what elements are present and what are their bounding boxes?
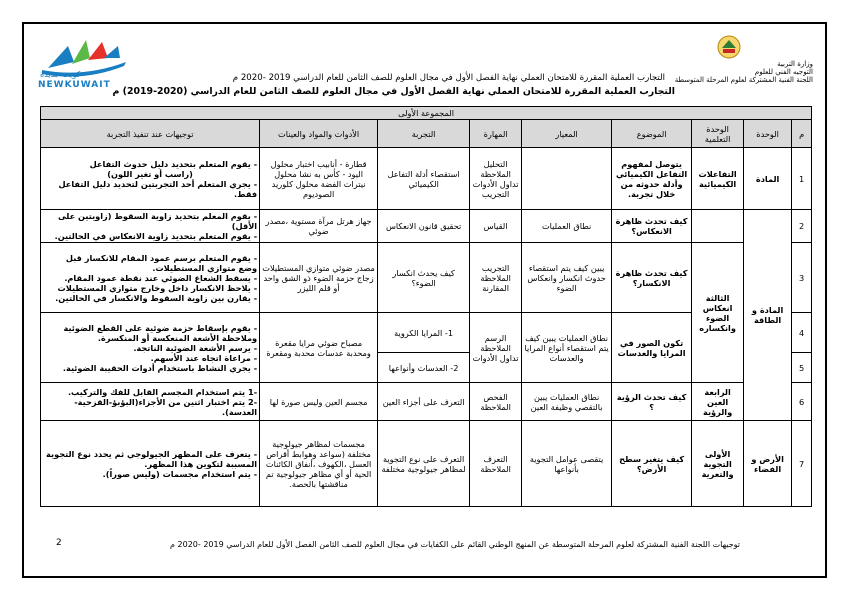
standard-cell: يبين كيف يتم استقصاء حدوث انكسار وانعكاس الضوء — [522, 243, 612, 313]
col-standard: المعيار — [522, 120, 612, 148]
guidance-line: (راسب أو تغير اللون) — [107, 168, 193, 179]
learning-unit-cell: التفاعلات الكيميائية — [692, 148, 744, 210]
ministry-block — [675, 60, 813, 84]
experiments-table — [40, 106, 812, 507]
experiment-cell: 2- العدسات وأنواعها — [378, 353, 470, 383]
col-experiment: التجربة — [378, 120, 470, 148]
guidance-line: - يقوم المتعلم برسم عمود المقام للانكسار قبل — [65, 252, 258, 263]
footer-text: توجيهات اللجنة الفنية المشتركة لعلوم المرحلة المتوسطة عن المنهج الوطني القائم على الكفايات في مجال العلوم للصف الثامن الفصل الأول للعام الدراسي 2019 -2020 م — [170, 540, 740, 549]
topic-cell: كيف يتغير سطح الأرض؟ — [612, 421, 692, 507]
skill-cell: التحليل الملاحظة تداول الأدوات التجريب — [470, 148, 522, 210]
guidance-line: وضع متوازي المستطيلات. — [152, 262, 258, 273]
guidance-line: - يلاحظ الانكسار داخل وخارج متوازي المستطيلات — [57, 282, 258, 293]
header-line-1: التجارب العملية المقررة للامتحان العملي نهاية الفصل الأول في مجال العلوم للصف الثامن للعام الدراسي 2019 -2020 م — [232, 73, 665, 83]
unit-cell: المادة و الطاقة — [744, 210, 792, 421]
group-title: المجموعة الأولى — [41, 107, 812, 120]
skill-cell: الرسم الملاحظة تداول الأدوات — [470, 313, 522, 383]
table-row — [41, 210, 812, 243]
table-row — [41, 148, 812, 210]
row-number: 4 — [792, 313, 812, 353]
ministry-emblem-icon — [714, 34, 744, 60]
table-row — [41, 383, 812, 421]
topic-cell: تكون الصور في المرايا والعدسات — [612, 313, 692, 383]
experiment-cell: استقصاء أدلة التفاعل الكيميائي — [378, 148, 470, 210]
experiment-cell: 1- المرايا الكروية — [378, 313, 470, 353]
learning-unit-cell — [692, 210, 744, 243]
row-number: 6 — [792, 383, 812, 421]
guidance-line: - يقوم المتعلم بتحديد دليل حدوث التفاعل — [89, 158, 258, 169]
tools-cell: جهاز هرتل مرآة مستوية ،مصدر ضوئي — [260, 210, 378, 243]
topic-cell: كيف تحدث ظاهرة الانكسار؟ — [612, 243, 692, 313]
ministry-committee: اللجنة الفنية المشتركة لعلوم المرحلة المتوسطة — [674, 76, 813, 84]
guidance-line: - يقوم المتعلم بتحديد زاوية الانعكاس في الحالتين. — [54, 231, 258, 241]
guidance-cell — [41, 383, 260, 421]
guidance-line: - يقوم المعلم بتحديد زاوية السقوط (زاويتين على الأقل) — [57, 211, 258, 231]
col-unit: الوحدة — [744, 120, 792, 148]
tools-cell: مجسمات لمظاهر جيولوجية مختلفة (سواعد وهوابط أقراص العسل ،الكهوف ،أنفاق الكائنات الحية أو أي مظاهر جيولوجية تم مناقشتها بالحصة. — [260, 421, 378, 507]
topic-cell: يتوصل لمفهوم التفاعل الكيميائي وأدلة حدوثه من خلال تجربة. — [612, 148, 692, 210]
learning-unit-cell: الثالثة انعكاس الضوء وانكساره — [692, 243, 744, 383]
experiment-cell: التعرف على نوع التجوية لمظاهر جيولوجية مختلفة — [378, 421, 470, 507]
topic-cell: كيف تحدث ظاهرة الانعكاس؟ — [612, 210, 692, 243]
col-topic: الموضوع — [612, 120, 692, 148]
row-number: 7 — [792, 421, 812, 507]
header-line-2: التجارب العملية المقررة للامتحان العملي نهاية الفصل الأول في مجال العلوم للصف الثامن للعام الدراسي (2020-2019) م — [112, 86, 675, 97]
learning-unit-cell: الأولى التجوية والتعرية — [692, 421, 744, 507]
page-number: 2 — [56, 538, 62, 548]
unit-cell: الأرض و الفضاء — [744, 421, 792, 507]
tools-cell: مصدر ضوئي متوازي المستطيلات زجاج حزمة الضوء ذو الشق واحد أو قلم الليزر — [260, 243, 378, 313]
col-guidance: توجيهات عند تنفيذ التجربة — [41, 120, 260, 148]
row-number: 3 — [792, 243, 812, 313]
row-number: 2 — [792, 210, 812, 243]
guidance-line: - يجري المتعلم أحد التجربتين لتحديد دليل التفاعل فقط. — [58, 178, 258, 199]
group-row — [41, 107, 812, 120]
guidance-line: - يتعرف على المظهر الجيولوجي ثم يحدد نوع التجوية — [46, 448, 258, 459]
tools-cell: مجسم العين وليس صورة لها — [260, 383, 378, 421]
guidance-line: - مراعاة اتجاه عند الأسهم. — [150, 352, 258, 363]
table-row — [41, 421, 812, 507]
guidance-line: المسببة لتكوين هذا المظهر. — [144, 458, 258, 469]
table-header-row — [41, 120, 812, 148]
guidance-line: - يتم استخدام مجسمات (وليس صوراً). — [102, 468, 258, 479]
row-number: 5 — [792, 353, 812, 383]
skill-cell: القياس — [470, 210, 522, 243]
standard-cell: يتقصى عوامل التجوية بأنواعها — [522, 421, 612, 507]
guidance-line: -2 يتم اختبار اثنين من الأجزاء(البؤبؤ-القزحية-العدسة). — [74, 396, 258, 417]
col-skill: المهارة — [470, 120, 522, 148]
ministry-department: التوجيه الفني للعلوم — [754, 68, 813, 76]
guidance-line: وملاحظة الأشعة المنعكسة أو المنكسرة. — [97, 332, 258, 343]
col-num: م — [792, 120, 812, 148]
skill-cell: الفحص الملاحظة — [470, 383, 522, 421]
table-row — [41, 243, 812, 313]
guidance-line: - يقارن بين زاوية السقوط والانكسار في الحالتين. — [55, 292, 258, 303]
guidance-cell — [41, 210, 260, 243]
tools-cell: مصباح ضوئي مرايا مقعرة ومحدبة عدسات محدبة ومقعرة — [260, 313, 378, 383]
col-learning-unit: الوحدة التعلمية — [692, 120, 744, 148]
guidance-line: - يسقط الشعاع الضوئي عند نقطة عمود المقام. — [64, 272, 258, 283]
logo-english-text: NEWKUWAIT — [38, 80, 111, 90]
guidance-cell — [41, 243, 260, 313]
ministry-name: وزارة التربية — [777, 60, 813, 68]
row-number: 1 — [792, 148, 812, 210]
standard-cell: نطاق العمليات يبين بالتقصي وظيفة العين — [522, 383, 612, 421]
tools-cell: قطارة - أنابيب اختبار محلول اليود - كأس به نشا محلول نيترات الفضة محلول كلوريد الصوديوم — [260, 148, 378, 210]
learning-unit-cell: الرابعة العين والرؤية — [692, 383, 744, 421]
guidance-cell — [41, 148, 260, 210]
topic-cell: كيف تحدث الرؤية ؟ — [612, 383, 692, 421]
standard-cell — [522, 148, 612, 210]
experiment-cell: تحقيق قانون الانعكاس — [378, 210, 470, 243]
skill-cell: التجريب الملاحظة المقارنة — [470, 243, 522, 313]
col-tools: الأدوات والمواد والعينات — [260, 120, 378, 148]
guidance-line: - يرسم الأشعة الضوئية الناتجة. — [133, 342, 258, 353]
guidance-line: - يقوم بإسقاط حزمة ضوئية على القطع الضوئية — [63, 322, 258, 333]
guidance-line: - يجري النشاط باستخدام أدوات الحقيبة الضوئية. — [62, 362, 258, 373]
standard-cell: نطاق العمليات يبين كيف يتم استقصاء أنواع المرايا والعدسات — [522, 313, 612, 383]
guidance-line: -1 يتم استخدام المجسم القابل للفك والتركيب. — [67, 386, 258, 397]
unit-cell: المادة — [744, 148, 792, 210]
experiment-cell: كيف يحدث انكسار الضوء؟ — [378, 243, 470, 313]
logo-arabic-text: كويت جديدة — [40, 70, 81, 79]
guidance-cell — [41, 313, 260, 383]
standard-cell: نطاق العمليات — [522, 210, 612, 243]
skill-cell: التعرف الملاحظة — [470, 421, 522, 507]
guidance-cell — [41, 421, 260, 507]
experiment-cell: التعرف على أجزاء العين — [378, 383, 470, 421]
